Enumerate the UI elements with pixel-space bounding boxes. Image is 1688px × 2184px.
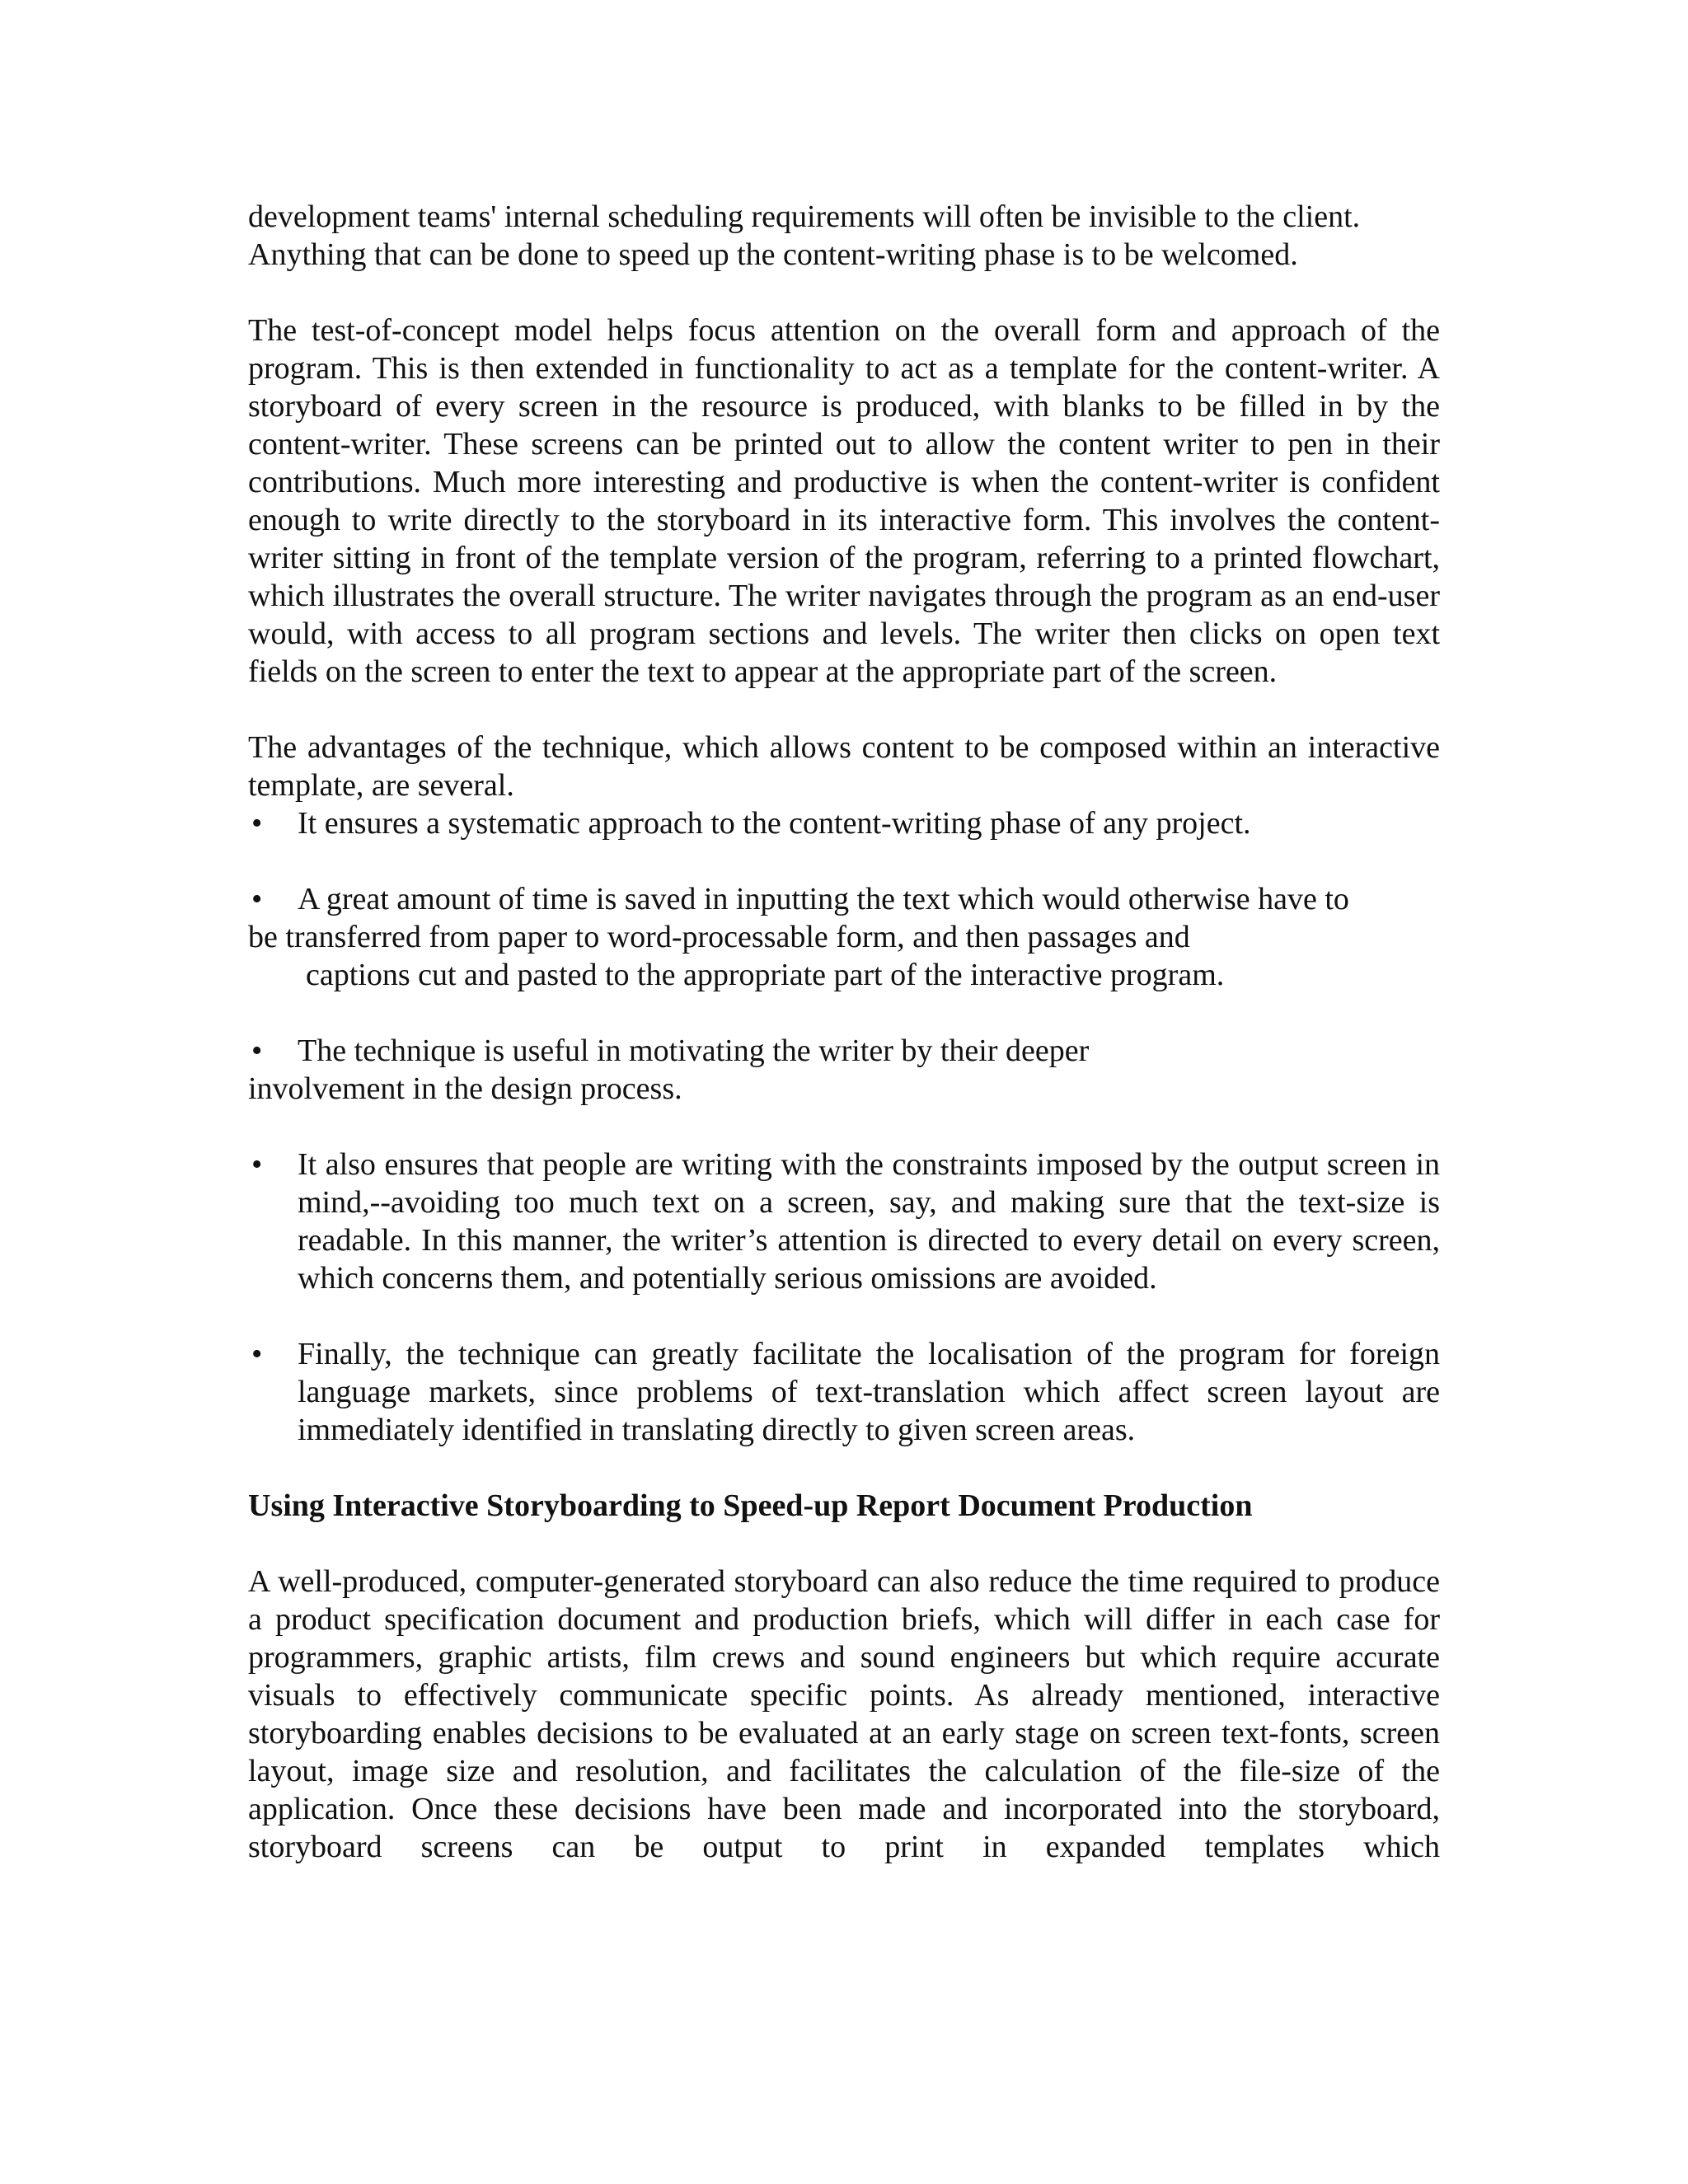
bullet-text-line-2: be transferred from paper to word-processable form, and then passages and — [248, 920, 1190, 954]
bullet-text: It ensures a systematic approach to the content-writing phase of any project. — [298, 806, 1251, 841]
page-body — [248, 198, 1440, 1904]
bullet-text-line-3: captions cut and pasted to the appropriate part of the interactive program. — [306, 958, 1225, 992]
paragraph-intro-line-2: Anything that can be done to speed up the content-writing phase is to be welcomed. — [248, 237, 1298, 272]
bullet-item-systematic-approach — [248, 804, 1440, 842]
paragraph-intro-line-1: development teams' internal scheduling requirements will often be invisible to the client. — [248, 199, 1361, 234]
paragraph-test-of-concept: The test-of-concept model helps focus attention on the overall form and approach of the program. This is then extended in functionality to act as a template for the content-writer. A storyboard of every screen in the resource is produced, with blanks to be filled in by the content-writer. These screens can be printed out to allow the content writer to pen in their contributions. Much more interesting and productive is when the content-writer is confident enough to write directly to the storyboard in its interactive form. This involves the content-writer sitting in front of the template version of the program, referring to a printed flowchart, which illustrates the overall structure. The writer navigates through the program as an end-user would, with access to all program sections and levels. The writer then clicks on open text fields on the screen to enter the text to appear at the appropriate part of the screen. — [248, 313, 1440, 689]
bullet-icon: • — [251, 1147, 263, 1182]
bullet-item-motivating-writer — [248, 1032, 1440, 1108]
section-heading: Using Interactive Storyboarding to Speed-up Report Document Production — [248, 1488, 1253, 1523]
paragraph-intro — [248, 198, 1440, 274]
bullet-item-time-saved — [248, 880, 1440, 994]
bullet-item-constraints — [248, 1146, 1440, 1297]
bullet-icon: • — [251, 882, 263, 916]
bullet-icon: • — [251, 806, 263, 841]
paragraph-advantages-intro: The advantages of the technique, which allows content to be composed within an interactive template, are several. — [248, 730, 1440, 803]
bullet-text-line-1: The technique is useful in motivating the writer by their deeper — [298, 1033, 1090, 1068]
bullet-item-localisation — [248, 1335, 1440, 1449]
bullet-icon: • — [251, 1033, 263, 1068]
bullet-text-line-1: A great amount of time is saved in inputting the text which would otherwise have to — [298, 882, 1349, 916]
bullet-text: It also ensures that people are writing with the constraints imposed by the output screen in mind,--avoiding too much text on a screen, say, and making sure that the text-size is readable. In this manner, the writer’s attention is directed to every detail on every screen, which concerns them, and potentially serious omissions are avoided. — [298, 1147, 1440, 1296]
bullet-text-line-2: involvement in the design process. — [248, 1071, 682, 1106]
paragraph-storyboard-production: A well-produced, computer-generated storyboard can also reduce the time required to produce a product specification document and production briefs, which will differ in each case for programmers, graphic artists, film crews and sound engineers but which require accurate visuals to effectively communicate specific points. As already mentioned, interactive storyboarding enables decisions to be evaluated at an early stage on screen text-fonts, screen layout, image size and resolution, and facilitates the calculation of the file-size of the application. Once these decisions have been made and incorporated into the storyboard, storyboard screens can be output to print in expanded templates which — [248, 1564, 1440, 1864]
bullet-icon: • — [251, 1337, 263, 1371]
bullet-text: Finally, the technique can greatly facilitate the localisation of the program for foreign language markets, since problems of text-translation which affect screen layout are immediately identified in translating directly to given screen areas. — [298, 1337, 1440, 1447]
